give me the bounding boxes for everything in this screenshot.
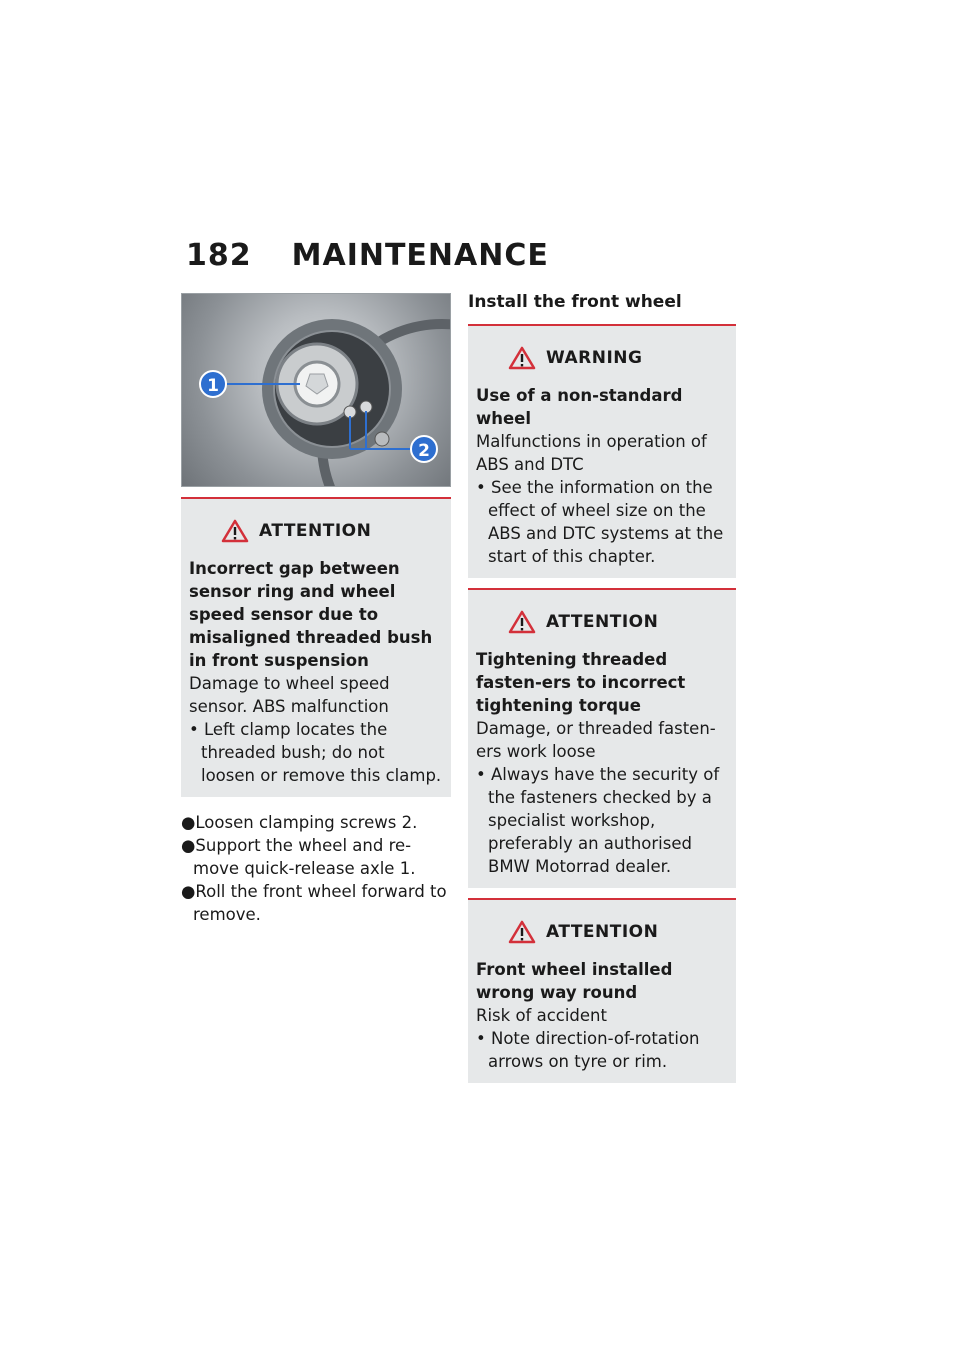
callout-1: 1 [199,370,227,398]
removal-steps [181,811,451,926]
warning-title: Use of a non-standard wheel [476,386,683,428]
attention-header [221,519,443,543]
callout-2: 2 [410,435,438,463]
left-column [181,293,451,926]
attention-consequence: Damage to wheel speed sensor. ABS malfunction [189,674,390,716]
attention-box-3 [468,898,736,1083]
attention-title: Front wheel installed wrong way round [476,960,673,1002]
front-wheel-axle-figure [181,293,451,487]
attention-header [508,920,728,944]
chapter-title: MAINTENANCE [291,238,549,273]
warning-label: WARNING [546,348,643,368]
step-item: ●Loosen clamping screws 2. [181,813,418,832]
attention-header [508,610,728,634]
attention-box-2 [468,588,736,888]
page-number: 182 [186,238,252,273]
attention-instruction: • Always have the security of the fasteners checked by a specialist workshop, preferably an authorised BMW Motorrad dealer. [476,765,720,876]
section-title: Install the front wheel [468,292,682,312]
warning-triangle-icon [508,920,536,944]
warning-triangle-icon [221,519,249,543]
warning-instruction: • See the information on the effect of wheel size on the ABS and DTC systems at the start of this chapter. [476,478,724,566]
step-item: ●Support the wheel and re-move quick-release axle 1. [181,836,416,878]
warning-consequence: Malfunctions in operation of ABS and DTC [476,432,707,474]
warning-header [508,346,728,370]
attention-box-1 [181,497,451,797]
attention-title: Tightening threaded fasten-ers to incorrect tightening torque [476,650,686,715]
attention-label: ATTENTION [546,922,659,942]
attention-label: ATTENTION [546,612,659,632]
step-item: ●Roll the front wheel forward to remove. [181,882,447,924]
attention-label: ATTENTION [259,521,372,541]
attention-title: Incorrect gap between sensor ring and wheel speed sensor due to misaligned threaded bush in front suspension [189,559,433,670]
attention-instruction: • Left clamp locates the threaded bush; do not loosen or remove this clamp. [189,720,442,785]
attention-consequence: Damage, or threaded fasten-ers work loose [476,719,716,761]
attention-consequence: Risk of accident [476,1006,607,1025]
attention-instruction: • Note direction-of-rotation arrows on tyre or rim. [476,1029,700,1071]
warning-box [468,324,736,578]
warning-triangle-icon [508,610,536,634]
page-header [186,238,549,273]
warning-triangle-icon [508,346,536,370]
right-column [468,288,736,1083]
